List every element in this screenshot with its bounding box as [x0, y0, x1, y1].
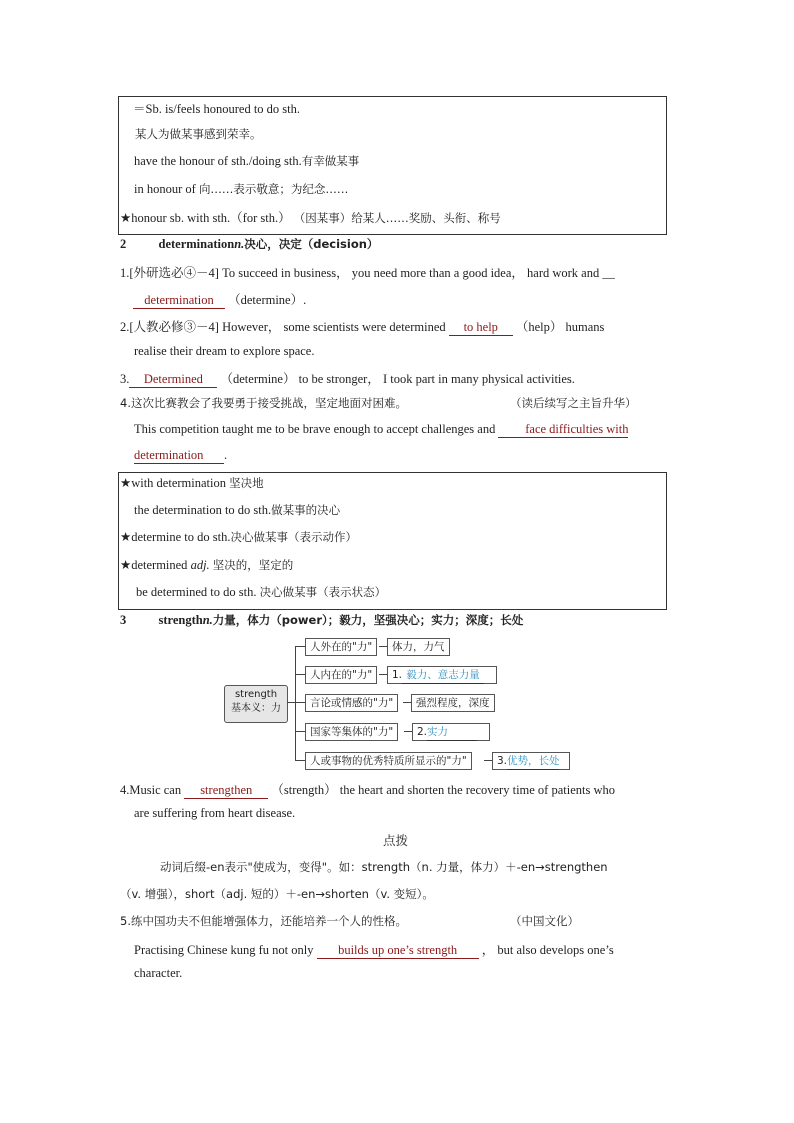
- branch-answer: 实力: [427, 724, 477, 741]
- box1-line4: in honour of 向……表示敬意；为纪念……: [134, 182, 349, 196]
- q2-1-answer-line: determination （determine）.: [133, 290, 306, 309]
- q2-4-answer-1: face difficulties with: [498, 422, 628, 438]
- connector: [295, 760, 305, 761]
- q2-4-answer-2: determination: [134, 448, 224, 464]
- branch-label: 国家等集体的"力": [305, 723, 398, 741]
- branch-answer: 优势，长处: [507, 753, 559, 770]
- branch-result: 体力，力气: [387, 638, 450, 656]
- tip-line-1: 动词后缀-en表示"使成为，变得"。如：strength（n. 力量，体力）＋-en→strengthen: [160, 860, 608, 874]
- box1-line1: ＝Sb. is/feels honoured to do sth.: [133, 102, 301, 116]
- branch-label: 言论或情感的"力": [305, 694, 398, 712]
- connector: [295, 731, 305, 732]
- tip-title: 点拨: [383, 833, 409, 848]
- q2-4-en: This competition taught me to be brave enough to accept challenges and face difficulties with: [134, 422, 629, 436]
- q3-4-cont: are suffering from heart disease.: [134, 806, 296, 820]
- branch-result-box: 3.优势，长处: [492, 752, 570, 770]
- branch-result-box: 1. 毅力、意志力量: [387, 666, 497, 684]
- box1-line3: have the honour of sth./doing sth.有幸做某事: [134, 154, 360, 168]
- q3-5-tag: （中国文化）: [510, 914, 579, 928]
- branch-answer: 毅力、意志力量: [402, 667, 484, 684]
- q2-2-line: 2.[人教必修③－4] However， some scientists were determined to help （help） humans: [120, 320, 605, 334]
- q3-5-answer: builds up one’s strength: [317, 943, 479, 959]
- box1-line5: ★honour sb. with sth.（for sth.） （因某事）给某人……奖励、头衔、称号: [120, 211, 501, 225]
- q3-4-line: 4.Music can strengthen （strength） the heart and shorten the recovery time of patients who: [120, 783, 616, 797]
- q2-2-answer: to help: [449, 320, 513, 336]
- branch-label: 人外在的"力": [305, 638, 377, 656]
- connector: [295, 674, 305, 675]
- connector: [379, 646, 387, 647]
- box2-line2: the determination to do sth.做某事的决心: [134, 503, 341, 517]
- q2-3-answer: Determined: [129, 372, 217, 388]
- branch-result: 强烈程度，深度: [411, 694, 495, 712]
- q2-4-cn: 4.这次比赛教会了我要勇于接受挑战，坚定地面对困难。: [120, 396, 407, 410]
- q2-3-line: 3. Determined （determine） to be stronger， I took part in many physical activities.: [120, 372, 575, 386]
- branch-label: 人或事物的优秀特质所显示的"力": [305, 752, 472, 770]
- connector: [404, 731, 412, 732]
- connector: [287, 702, 295, 703]
- connector: [295, 646, 305, 647]
- box2-line3: ★determine to do sth.决心做某事（表示动作）: [120, 530, 357, 544]
- q2-4-tag: （读后续写之主旨升华）: [510, 396, 637, 410]
- section-3-heading: 3 strengthn.力量，体力（power）；毅力，坚强决心；实力；深度；长处: [120, 613, 524, 627]
- q2-4-en-cont: determination .: [134, 448, 228, 462]
- diagram-root: strength 基本义：力: [224, 685, 288, 723]
- q3-5-cn: 5.练中国功夫不但能增强体力，还能培养一个人的性格。: [120, 914, 407, 928]
- branch-label: 人内在的"力": [305, 666, 377, 684]
- box2-line4: ★determined adj. 坚决的，坚定的: [120, 558, 294, 572]
- connector: [379, 674, 387, 675]
- connector: [484, 760, 492, 761]
- tip-line-2: （v. 增强），short（adj. 短的）＋-en→shorten（v. 变短）。: [120, 887, 434, 901]
- connector: [403, 702, 411, 703]
- q3-4-answer: strengthen: [184, 783, 268, 799]
- q2-2-cont: realise their dream to explore space.: [134, 344, 315, 358]
- connector: [295, 646, 296, 760]
- branch-result-box: 2.实力: [412, 723, 490, 741]
- connector: [295, 702, 305, 703]
- q2-1-answer: determination: [133, 293, 225, 309]
- box2-line1: ★with determination 坚决地: [120, 476, 264, 490]
- q3-5-en: Practising Chinese kung fu not only builds up one’s strength ， but also develops one’s: [134, 943, 614, 957]
- q2-1-text: 1.[外研选必④－4] To succeed in business， you need more than a good idea， hard work and __: [120, 266, 615, 280]
- box1-line2: 某人为做某事感到荣幸。: [135, 127, 262, 141]
- box2-line5: be determined to do sth. 决心做某事（表示状态）: [136, 585, 387, 599]
- q3-5-cont: character.: [134, 966, 183, 980]
- section-2-heading: 2 determinationn.决心，决定（decision）: [120, 237, 379, 251]
